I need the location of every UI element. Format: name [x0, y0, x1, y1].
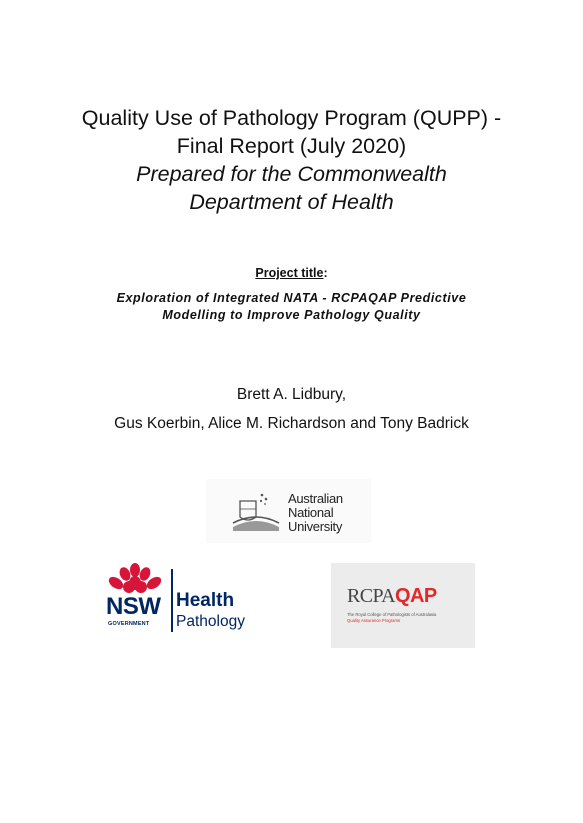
- nsw-health-pathology-logo: [106, 563, 256, 638]
- project-title-line-1: Exploration of Integrated NATA - RCPAQAP Predictive: [116, 291, 467, 305]
- anu-line-3: University: [288, 519, 343, 534]
- rcpaqap-college-line: The Royal College of Pathologists of Australasia: [347, 612, 437, 617]
- nsw-government-label: GOVERNMENT: [108, 621, 150, 627]
- rcpa-text: RCPA: [347, 585, 396, 607]
- project-title-line-2: Modelling to Improve Pathology Quality: [162, 308, 421, 322]
- qap-text: QAP: [395, 585, 437, 607]
- project-label-text: Project title: [255, 266, 324, 280]
- project-title: [0, 290, 583, 324]
- anu-line-2: National: [288, 505, 334, 520]
- author-line-1: Brett A. Lidbury,: [236, 386, 347, 403]
- project-title-label: [0, 266, 583, 280]
- anu-line-1: Australian: [288, 491, 343, 506]
- rcpaqap-logo: [331, 563, 475, 648]
- anu-logo: [206, 479, 371, 543]
- waratah-icon: [107, 563, 163, 597]
- anu-crest-icon: [230, 487, 282, 535]
- authors: [0, 380, 583, 438]
- nsw-health-label: Health: [176, 590, 235, 611]
- author-line-2: Gus Koerbin, Alice M. Richardson and Tony Badrick: [114, 415, 469, 432]
- title-line-3: Prepared for the Commonwealth: [136, 162, 447, 186]
- title-line-2: Final Report (July 2020): [176, 134, 407, 158]
- report-title: [0, 104, 583, 216]
- anu-wordmark: [288, 492, 343, 534]
- title-line-4: Department of Health: [189, 190, 394, 214]
- rcpaqap-wordmark: [347, 585, 437, 607]
- nsw-wordmark: NSW: [106, 593, 161, 620]
- title-line-1: Quality Use of Pathology Program (QUPP) -: [81, 106, 502, 130]
- project-label-colon: :: [323, 266, 328, 280]
- rcpaqap-programs-line: Quality Assurance Programs: [347, 618, 401, 623]
- nsw-pathology-label: Pathology: [176, 613, 245, 630]
- nsw-divider: [171, 569, 173, 632]
